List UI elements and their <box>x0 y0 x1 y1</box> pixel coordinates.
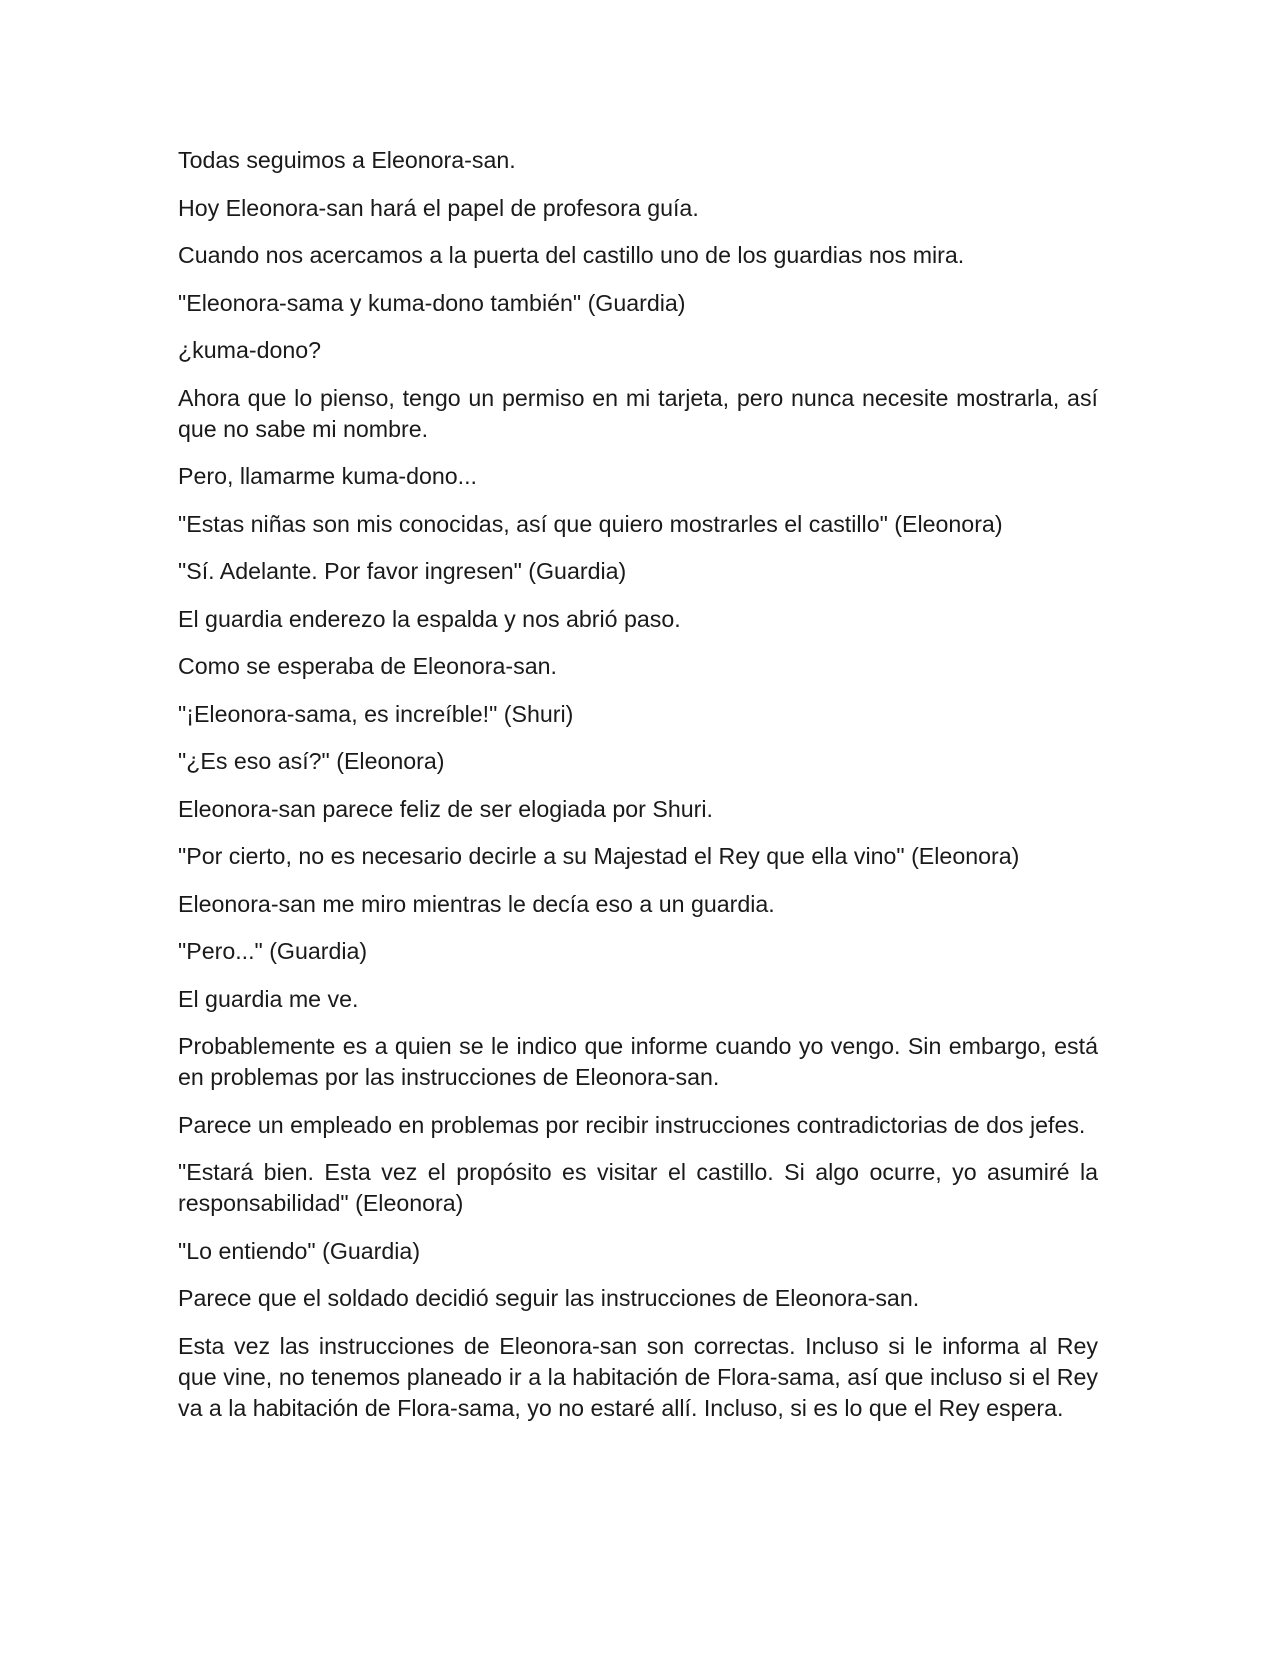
paragraph-17: "Pero..." (Guardia) <box>178 938 368 964</box>
paragraph-24: Esta vez las instrucciones de Eleonora-san son correctas. Incluso si le informa al Rey que vine, no tenemos planeado ir a la habitación de Flora-sama, así que incluso si el Rey va a la habitación de Flora-sama, yo no estaré allí. Incluso, si es lo que el Rey espera. <box>178 1332 1098 1421</box>
paragraph-3: Cuando nos acercamos a la puerta del castillo uno de los guardias nos mira. <box>178 242 965 268</box>
paragraph-18: El guardia me ve. <box>178 985 359 1012</box>
paragraph-20: Parece un empleado en problemas por recibir instrucciones contradictorias de dos jefes. <box>178 1111 1086 1138</box>
paragraph-16: Eleonora-san me miro mientras le decía eso a un guardia. <box>178 890 775 917</box>
paragraph-4: "Eleonora-sama y kuma-dono también" (Guardia) <box>178 289 686 316</box>
paragraph-21: "Estará bien. Esta vez el propósito es visitar el castillo. Si algo ocurre, yo asumiré la responsabilidad" (Eleonora) <box>178 1159 1098 1216</box>
paragraph-9: "Sí. Adelante. Por favor ingresen" (Guardia) <box>178 558 627 584</box>
paragraph-10: El guardia enderezo la espalda y nos abrió paso. <box>178 605 681 632</box>
paragraph-13: "¿Es eso así?" (Eleonora) <box>178 748 445 774</box>
paragraph-2: Hoy Eleonora-san hará el papel de profesora guía. <box>178 194 699 221</box>
paragraph-19: Probablemente es a quien se le indico que informe cuando yo vengo. Sin embargo, está en problemas por las instrucciones de Eleonora-san. <box>178 1033 1098 1090</box>
paragraph-5: ¿kuma-dono? <box>178 337 322 363</box>
paragraph-6: Ahora que lo pienso, tengo un permiso en mi tarjeta, pero nunca necesite mostrarla, así que no sabe mi nombre. <box>178 384 1098 442</box>
paragraph-8: "Estas niñas son mis conocidas, así que quiero mostrarles el castillo" (Eleonora) <box>178 510 1003 537</box>
paragraph-14: Eleonora-san parece feliz de ser elogiada por Shuri. <box>178 795 713 822</box>
paragraph-22: "Lo entiendo" (Guardia) <box>178 1237 421 1264</box>
paragraph-11: Como se esperaba de Eleonora-san. <box>178 653 557 679</box>
paragraph-7: Pero, llamarme kuma-dono... <box>178 463 477 489</box>
paragraph-1: Todas seguimos a Eleonora-san. <box>178 147 516 173</box>
paragraph-15: "Por cierto, no es necesario decirle a su Majestad el Rey que ella vino" (Eleonora) <box>178 843 1020 869</box>
paragraph-12: "¡Eleonora-sama, es increíble!" (Shuri) <box>178 700 574 727</box>
document-page <box>178 145 1098 1440</box>
paragraph-23: Parece que el soldado decidió seguir las instrucciones de Eleonora-san. <box>178 1285 920 1311</box>
